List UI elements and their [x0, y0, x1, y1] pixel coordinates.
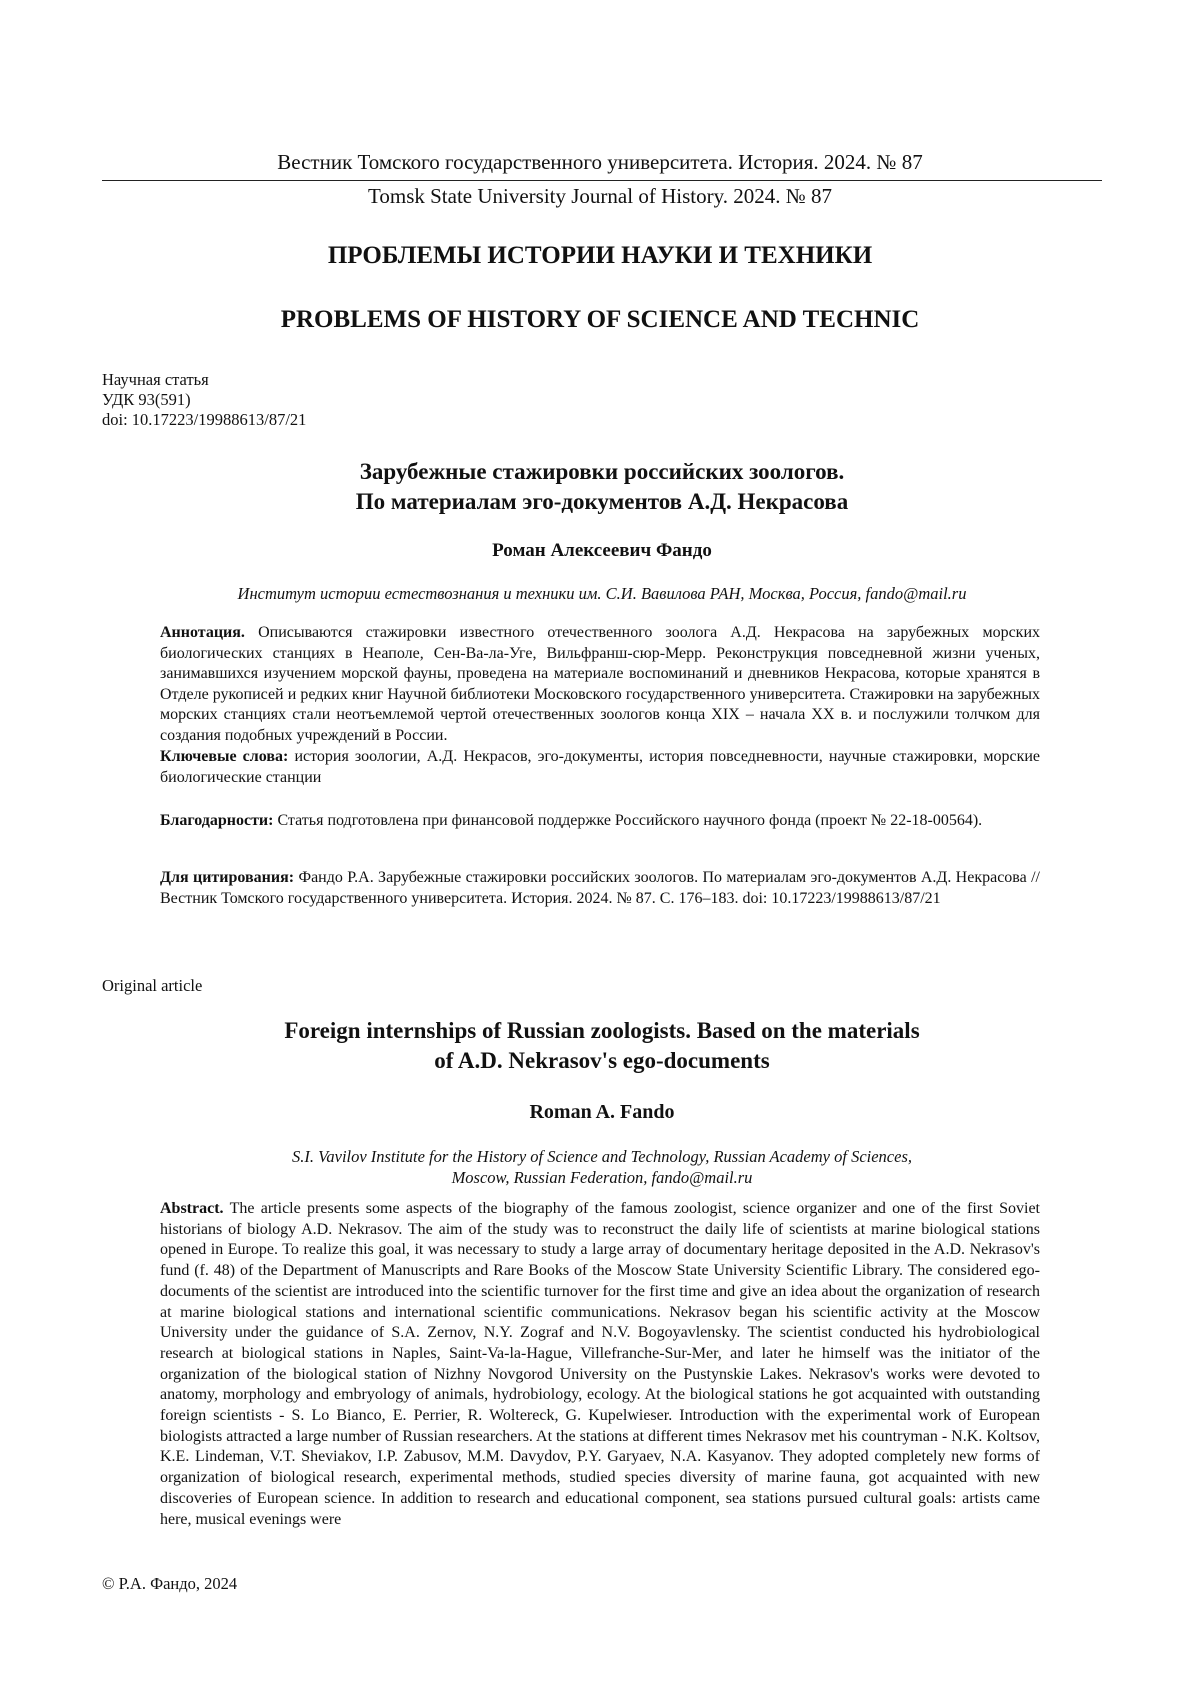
annotation-label: Аннотация. [160, 624, 245, 641]
title-en-line-2: of A.D. Nekrasov's ego-documents [434, 1048, 770, 1073]
article-title-ru [102, 457, 1102, 517]
title-ru-line-2: По материалам эго-документов А.Д. Некрасова [355, 489, 849, 514]
doi: doi: 10.17223/19988613/87/21 [102, 410, 307, 429]
affiliation-en-line-2: Moscow, Russian Federation, fando@mail.ru [451, 1168, 753, 1187]
header-divider [102, 180, 1102, 181]
udk-code: УДК 93(591) [102, 390, 191, 409]
article-title-en [102, 1016, 1102, 1076]
acknowledgements-label: Благодарности: [160, 812, 274, 829]
section-title-en: PROBLEMS OF HISTORY OF SCIENCE AND TECHNIC [280, 306, 920, 333]
affiliation-en-line-1: S.I. Vavilov Institute for the History of Science and Technology, Russian Academy of Sciences, [292, 1147, 912, 1166]
annotation-ru [160, 623, 1040, 746]
section-title-ru: ПРОБЛЕМЫ ИСТОРИИ НАУКИ И ТЕХНИКИ [327, 242, 873, 269]
annotation-text: Описываются стажировки известного отечественного зоолога А.Д. Некрасова на зарубежных морских биологических станциях в Неаполе, Сен-Ва-ла-Уге, Вильфранш-сюр-Мерр. Реконструкция повседневной жизни ученых, занимавшихся изучением морской фауны, проведена на материале воспоминаний и дневников Некрасова, которые хранятся в Отделе рукописей и редких книг Научной библиотеки Московского государственного университета. Стажировки на зарубежных морских станциях стали неотъемлемой чертой отечественных зоологов конца XIX – начала XX в. и послужили толчком для создания подобных учреждений в России. [160, 624, 1041, 744]
citation-text: Фандо Р.А. Зарубежные стажировки российских зоологов. По материалам эго-документов А.Д. Некрасова // Вестник Томского государственного университета. История. 2024. № 87. С. 176–183. doi: 10.17223/19988613/87/21 [160, 869, 1041, 907]
keywords-ru [160, 747, 1040, 788]
article-type-ru: Научная статья [102, 370, 209, 389]
abstract-text: The article presents some aspects of the biography of the famous zoologist, science organizer and one of the first Soviet historians of biology A.D. Nekrasov. The aim of the study was to reconstruct the daily life of scientists at marine biological stations opened in Europe. To realize this goal, it was necessary to study a large array of documentary heritage deposited in the A.D. Nekrasov's fund (f. 48) of the Department of Manuscripts and Rare Books of the Moscow State University Scientific Library. The considered ego-documents of the scientist are introduced into the scientific turnover for the first time and give an idea about the organization of research at marine biological stations and international scientific communications. Nekrasov began his scientific activity at the Moscow University under the guidance of S.A. Zernov, N.Y. Zograf and N.V. Bogoyavlensky. The scientist conducted his hydrobiological research at biological stations in Naples, Saint-Va-la-Hague, Villefranche-Sur-Mer, and later he himself was the initiator of the organization of the biological station of Nizhny Novgorod University on the Pustynskie Lakes. Nekrasov's works were devoted to anatomy, morphology and embryology of animals, hydrobiology, ecology. At the biological stations he got acquainted with outstanding foreign scientists - S. Lo Bianco, E. Perrier, R. Woltereck, G. Kupelwieser. Introduction with the experimental work of European biologists attracted a large number of Russian researchers. At the stations at different times Nekrasov met his countryman - N.K. Koltsov, K.E. Lindeman, V.T. Sheviakov, I.P. Zabusov, M.M. Davydov, P.Y. Garyaev, N.A. Kasyanov. They adopted completely new forms of organization of biological research, experimental methods, studied species diversity of marine fauna, got acquainted with new discoveries of European science. In addition to research and educational component, sea stations pursued cultural goals: artists came here, musical evenings were [160, 1200, 1041, 1528]
acknowledgements-text: Статья подготовлена при финансовой поддержке Российского научного фонда (проект № 22-18-00564). [277, 812, 983, 829]
citation-ru [160, 868, 1040, 909]
citation-label: Для цитирования: [160, 869, 295, 886]
copyright: © Р.А. Фандо, 2024 [102, 1574, 238, 1593]
article-type-en: Original article [102, 976, 203, 995]
author-ru: Роман Алексеевич Фандо [492, 540, 712, 561]
title-ru-line-1: Зарубежные стажировки российских зоологов. [359, 459, 845, 484]
acknowledgements-ru [160, 811, 1040, 832]
abstract-en [160, 1199, 1040, 1530]
author-en: Roman A. Fando [529, 1101, 675, 1123]
journal-header-en: Tomsk State University Journal of History. 2024. № 87 [368, 184, 832, 208]
article-meta [102, 370, 306, 430]
title-en-line-1: Foreign internships of Russian zoologists. Based on the materials [284, 1018, 920, 1043]
journal-header-ru: Вестник Томского государственного университета. История. 2024. № 87 [277, 150, 923, 174]
keywords-label: Ключевые слова: [160, 748, 289, 765]
affiliation-ru: Институт истории естествознания и техники им. С.И. Вавилова РАН, Москва, Россия, fando@mail.ru [237, 584, 967, 603]
abstract-label: Abstract. [160, 1200, 224, 1217]
affiliation-en [102, 1146, 1102, 1188]
keywords-text: история зоологии, А.Д. Некрасов, эго-документы, история повседневности, научные стажировки, морские биологические станции [160, 748, 1041, 786]
